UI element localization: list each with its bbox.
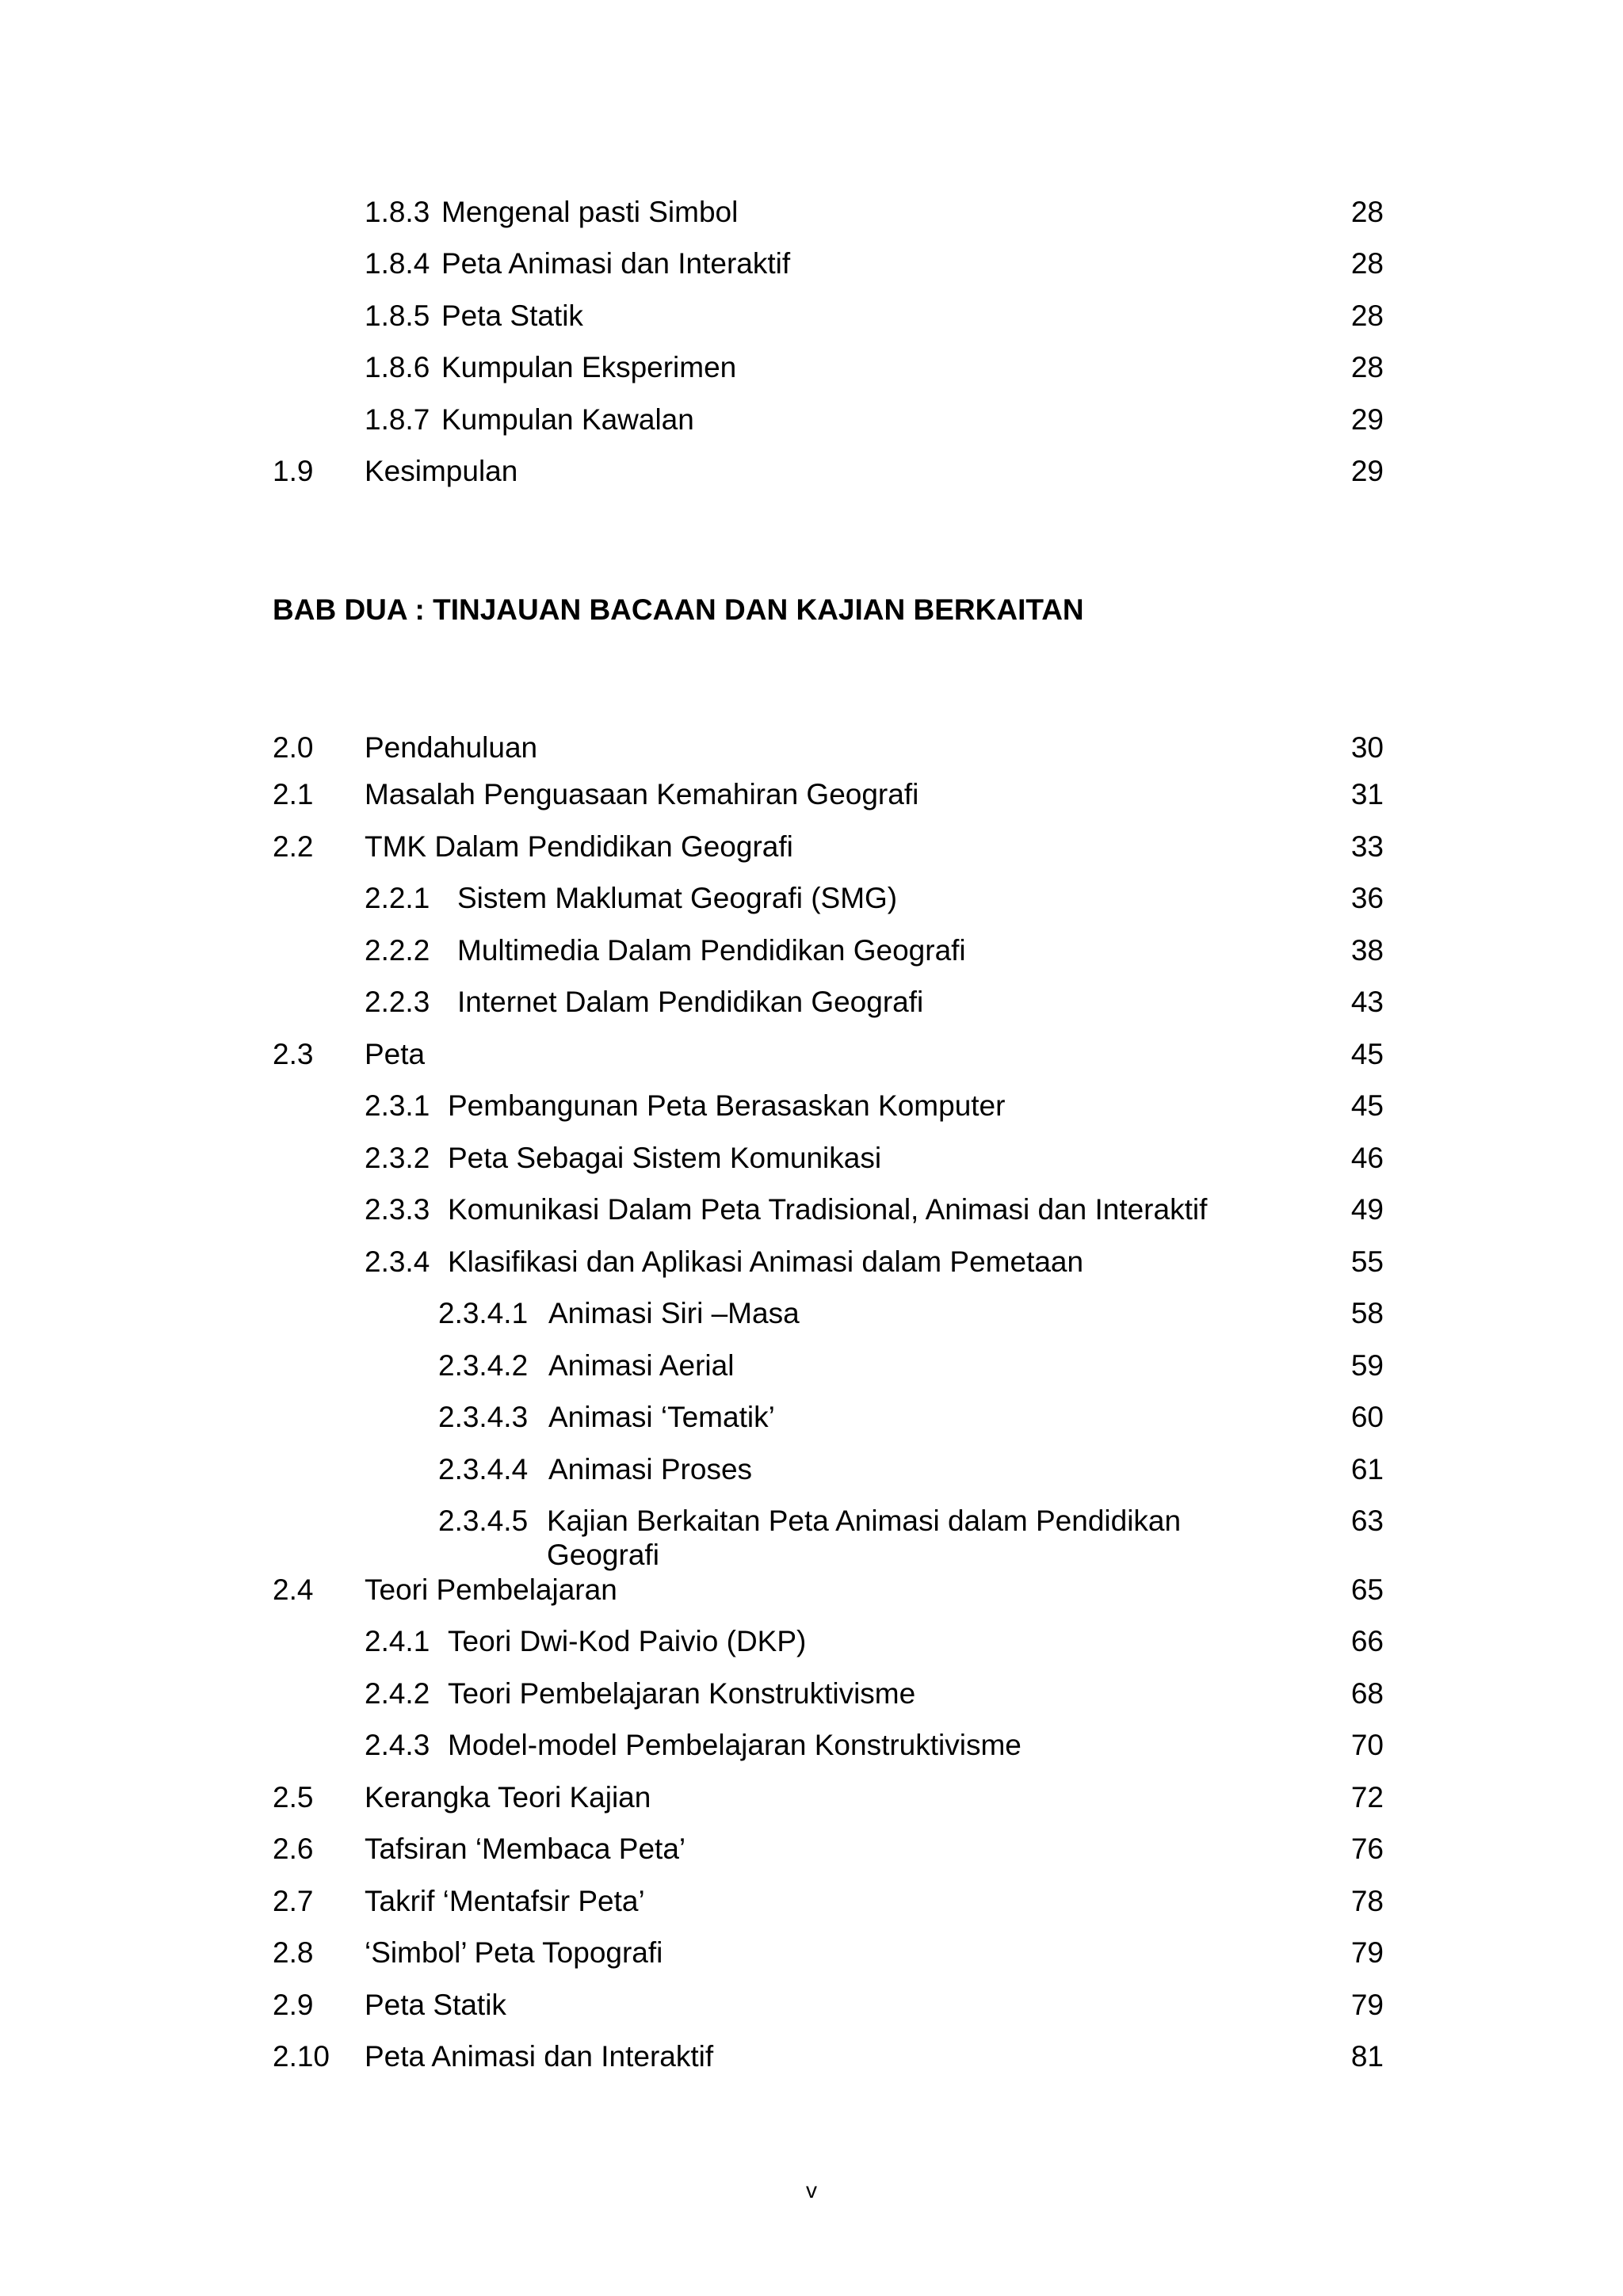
toc-entry-2-1 <box>0 775 1623 814</box>
toc-entry-2-6 <box>0 1829 1623 1869</box>
toc-entry-number: 1.8.7 <box>365 403 430 436</box>
toc-entry-2-3-4-1 <box>0 1294 1623 1333</box>
toc-entry-number: 2.4.1 <box>365 1625 430 1657</box>
toc-entry-number: 2.3.3 <box>365 1193 430 1226</box>
toc-entry-title: Animasi ‘Tematik’ <box>548 1401 775 1433</box>
toc-entry-title: Kumpulan Eksperimen <box>441 351 737 383</box>
toc-entry-number: 2.3.4.3 <box>438 1401 529 1433</box>
toc-entry-2-2-2 <box>0 931 1623 971</box>
toc-entry-number: 1.9 <box>273 455 314 487</box>
toc-entry-page: 29 <box>1350 455 1384 487</box>
toc-entry-page: 46 <box>1350 1142 1384 1174</box>
toc-entry-page: 43 <box>1350 986 1384 1018</box>
toc-entry-page: 61 <box>1350 1453 1384 1486</box>
toc-entry-page: 33 <box>1350 830 1384 863</box>
toc-entry-1-8-3 <box>0 193 1623 232</box>
toc-entry-title: Mengenal pasti Simbol <box>441 196 739 228</box>
toc-entry-title: Tafsiran ‘Membaca Peta’ <box>365 1833 686 1865</box>
toc-entry-title: Peta <box>365 1038 426 1070</box>
toc-entry-title: Teori Dwi-Kod Paivio (DKP) <box>448 1625 807 1657</box>
toc-entry-1-8-7 <box>0 400 1623 440</box>
toc-entry-title: Teori Pembelajaran Konstruktivisme <box>448 1677 916 1710</box>
toc-entry-page: 70 <box>1350 1729 1384 1761</box>
toc-entry-2-3-4-4 <box>0 1450 1623 1489</box>
toc-entry-title-continuation: Geografi <box>547 1539 659 1571</box>
toc-entry-title: Teori Pembelajaran <box>365 1573 617 1606</box>
toc-entry-page: 36 <box>1350 882 1384 914</box>
toc-entry-2-3-4-3 <box>0 1398 1623 1437</box>
toc-entry-2-2-3 <box>0 982 1623 1022</box>
toc-entry-number: 2.2.2 <box>365 934 430 967</box>
toc-entry-page: 59 <box>1350 1349 1384 1382</box>
chapter-heading: BAB DUA : TINJAUAN BACAAN DAN KAJIAN BERKAITAN <box>273 593 1084 626</box>
toc-entry-title: Multimedia Dalam Pendidikan Geografi <box>457 934 966 967</box>
toc-entry-title: Model-model Pembelajaran Konstruktivisme <box>448 1729 1022 1761</box>
toc-entry-title: Kerangka Teori Kajian <box>365 1781 651 1814</box>
toc-entry-title: Animasi Siri –Masa <box>548 1297 800 1329</box>
toc-entry-2-2-1 <box>0 879 1623 918</box>
toc-entry-2-3-4 <box>0 1242 1623 1282</box>
toc-entry-page: 45 <box>1350 1038 1384 1070</box>
toc-entry-number: 2.3.4.4 <box>438 1453 529 1486</box>
toc-entry-title: Animasi Aerial <box>548 1349 735 1382</box>
toc-entry-page: 76 <box>1350 1833 1384 1865</box>
toc-entry-number: 2.6 <box>273 1833 314 1865</box>
toc-entry-page: 28 <box>1350 196 1384 228</box>
toc-entry-title: Animasi Proses <box>548 1453 753 1486</box>
toc-entry-2-0 <box>0 728 1623 768</box>
toc-entry-title: Peta Statik <box>441 299 583 332</box>
toc-entry-number: 2.2.1 <box>365 882 430 914</box>
toc-entry-number: 2.4.3 <box>365 1729 430 1761</box>
toc-entry-title: ‘Simbol’ Peta Topografi <box>365 1936 663 1969</box>
toc-entry-number: 2.2.3 <box>365 986 430 1018</box>
toc-entry-title: Komunikasi Dalam Peta Tradisional, Animasi dan Interaktif <box>448 1193 1208 1226</box>
toc-entry-page: 30 <box>1350 731 1384 764</box>
toc-entry-number: 2.3.1 <box>365 1089 430 1122</box>
toc-entry-2-7 <box>0 1882 1623 1921</box>
toc-entry-page: 28 <box>1350 247 1384 280</box>
toc-entry-title: Peta Sebagai Sistem Komunikasi <box>448 1142 882 1174</box>
toc-entry-number: 2.10 <box>273 2040 330 2073</box>
toc-entry-number: 2.8 <box>273 1936 314 1969</box>
toc-entry-number: 2.4.2 <box>365 1677 430 1710</box>
toc-entry-page: 55 <box>1350 1245 1384 1278</box>
toc-entry-number: 2.4 <box>273 1573 314 1606</box>
toc-entry-page: 60 <box>1350 1401 1384 1433</box>
toc-entry-number: 2.0 <box>273 731 314 764</box>
toc-entry-number: 1.8.3 <box>365 196 430 228</box>
toc-entry-title: Masalah Penguasaan Kemahiran Geografi <box>365 778 919 810</box>
toc-entry-page: 79 <box>1350 1936 1384 1969</box>
toc-entry-2-2 <box>0 827 1623 867</box>
toc-entry-page: 28 <box>1350 351 1384 383</box>
toc-entry-2-8 <box>0 1933 1623 1973</box>
toc-entry-page: 63 <box>1350 1505 1384 1537</box>
toc-entry-2-3 <box>0 1035 1623 1074</box>
toc-entry-page: 78 <box>1350 1885 1384 1917</box>
toc-entry-title: Peta Statik <box>365 1989 506 2021</box>
toc-entry-page: 79 <box>1350 1989 1384 2021</box>
toc-entry-number: 2.3.2 <box>365 1142 430 1174</box>
toc-entry-2-3-4-5 <box>0 1501 1623 1541</box>
toc-entry-page: 58 <box>1350 1297 1384 1329</box>
toc-entry-2-4-1 <box>0 1622 1623 1661</box>
toc-entry-1-8-5 <box>0 296 1623 336</box>
toc-entry-title: Takrif ‘Mentafsir Peta’ <box>365 1885 645 1917</box>
toc-entry-page: 29 <box>1350 403 1384 436</box>
toc-entry-title: Pembangunan Peta Berasaskan Komputer <box>448 1089 1006 1122</box>
toc-entry-number: 2.2 <box>273 830 314 863</box>
toc-entry-page: 31 <box>1350 778 1384 810</box>
toc-entry-2-10 <box>0 2037 1623 2077</box>
toc-entry-page: 45 <box>1350 1089 1384 1122</box>
toc-entry-title: Klasifikasi dan Aplikasi Animasi dalam Pemetaan <box>448 1245 1084 1278</box>
toc-entry-title: Pendahuluan <box>365 731 538 764</box>
toc-entry-1-8-6 <box>0 348 1623 387</box>
toc-entry-page: 65 <box>1350 1573 1384 1606</box>
toc-entry-title: Kajian Berkaitan Peta Animasi dalam Pendidikan <box>547 1505 1182 1537</box>
toc-entry-number: 2.1 <box>273 778 314 810</box>
toc-entry-2-4-2 <box>0 1674 1623 1714</box>
toc-entry-number: 1.8.4 <box>365 247 430 280</box>
toc-entry-number: 1.8.5 <box>365 299 430 332</box>
toc-entry-2-3-2 <box>0 1138 1623 1178</box>
page-number: v <box>806 2178 817 2203</box>
toc-entry-1-8-4 <box>0 244 1623 284</box>
toc-entry-title: Sistem Maklumat Geografi (SMG) <box>457 882 898 914</box>
toc-entry-page: 49 <box>1350 1193 1384 1226</box>
toc-entry-2-4 <box>0 1570 1623 1610</box>
toc-entry-title: Kesimpulan <box>365 455 518 487</box>
toc-entry-page: 81 <box>1350 2040 1384 2073</box>
toc-entry-page: 28 <box>1350 299 1384 332</box>
toc-entry-title: TMK Dalam Pendidikan Geografi <box>365 830 793 863</box>
toc-entry-number: 2.3.4.2 <box>438 1349 529 1382</box>
toc-entry-title: Peta Animasi dan Interaktif <box>441 247 791 280</box>
toc-entry-title: Internet Dalam Pendidikan Geografi <box>457 986 924 1018</box>
toc-entry-number: 2.3 <box>273 1038 314 1070</box>
toc-entry-title: Kumpulan Kawalan <box>441 403 694 436</box>
toc-entry-number: 1.8.6 <box>365 351 430 383</box>
toc-entry-page: 68 <box>1350 1677 1384 1710</box>
toc-entry-2-4-3 <box>0 1726 1623 1765</box>
toc-entry-number: 2.5 <box>273 1781 314 1814</box>
toc-entry-page: 38 <box>1350 934 1384 967</box>
toc-entry-1-9 <box>0 452 1623 491</box>
toc-entry-number: 2.3.4.1 <box>438 1297 529 1329</box>
toc-entry-title: Peta Animasi dan Interaktif <box>365 2040 714 2073</box>
toc-entry-2-3-3 <box>0 1190 1623 1230</box>
toc-entry-2-3-1 <box>0 1086 1623 1126</box>
toc-entry-page: 66 <box>1350 1625 1384 1657</box>
toc-entry-2-3-4-2 <box>0 1346 1623 1386</box>
toc-entry-number: 2.3.4 <box>365 1245 430 1278</box>
toc-entry-page: 72 <box>1350 1781 1384 1814</box>
toc-entry-number: 2.9 <box>273 1989 314 2021</box>
toc-entry-number: 2.3.4.5 <box>438 1505 529 1537</box>
toc-entry-2-9 <box>0 1985 1623 2025</box>
toc-entry-2-5 <box>0 1778 1623 1817</box>
toc-entry-number: 2.7 <box>273 1885 314 1917</box>
